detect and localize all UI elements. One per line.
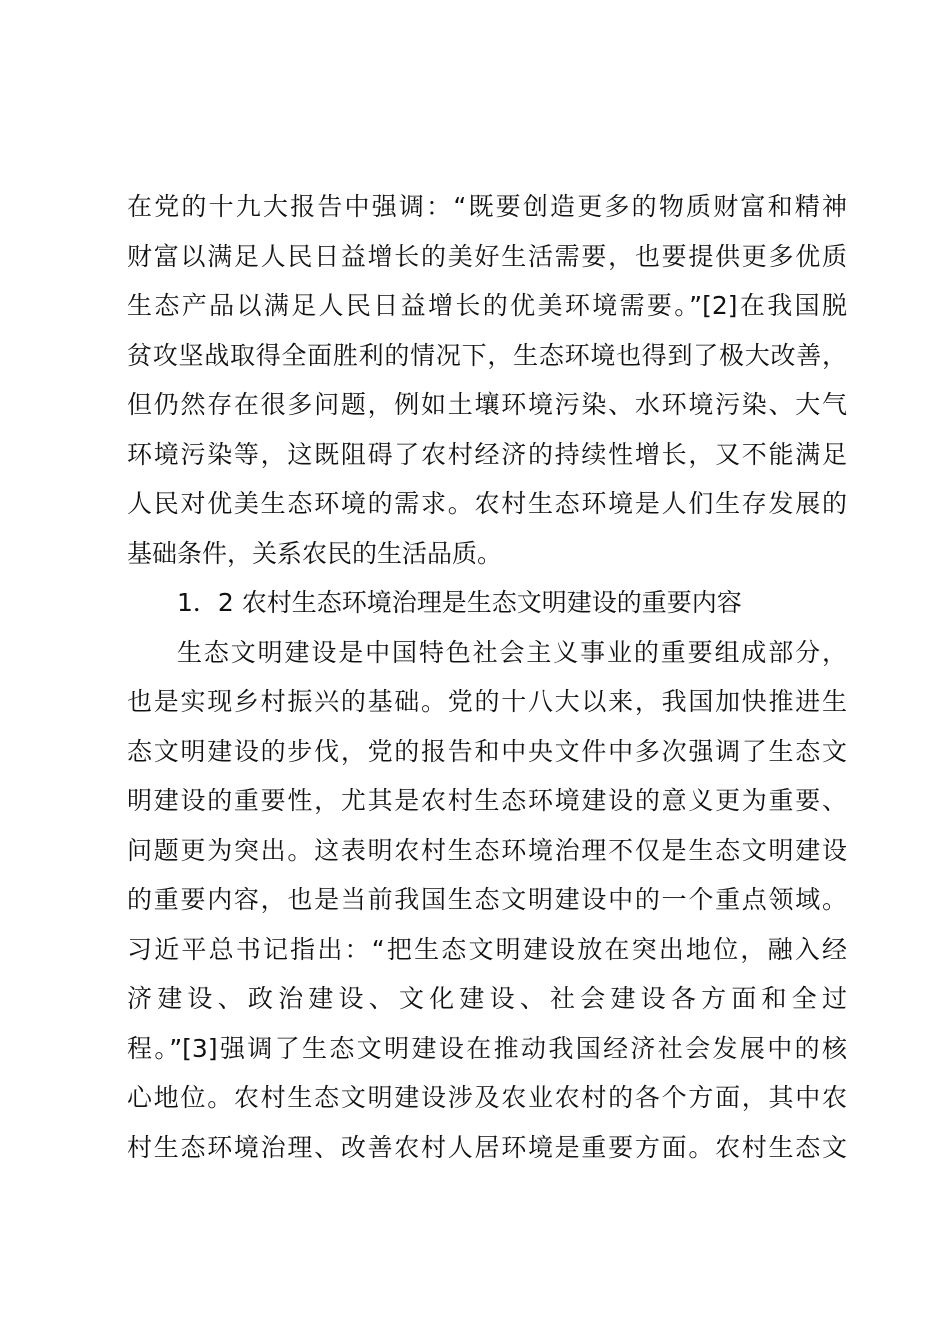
- text-line: 贫攻坚战取得全面胜利的情况下，生态环境也得到了极大改善，: [127, 340, 847, 370]
- text-line: 生态文明建设是中国特色社会主义事业的重要组成部分，: [177, 637, 847, 667]
- text-line: 生态产品以满足人民日益增长的优美环境需要。”[2]在我国脱: [127, 291, 847, 320]
- text-line: 财富以满足人民日益增长的美好生活需要，也要提供更多优质: [127, 241, 847, 271]
- text-line: 在党的十九大报告中强调：“既要创造更多的物质财富和精神: [127, 192, 847, 221]
- text-line: 程。”[3]强调了生态文明建设在推动我国经济社会发展中的核: [127, 1033, 847, 1063]
- text-line: 问题更为突出。这表明农村生态环境治理不仅是生态文明建设: [127, 835, 847, 865]
- text-line: 基础条件，关系农民的生活品质。: [127, 538, 503, 568]
- text-line: 的重要内容，也是当前我国生态文明建设中的一个重点领域。: [127, 885, 847, 914]
- text-line: 习近平总书记指出：“把生态文明建设放在突出地位，融入经: [127, 934, 847, 964]
- text-line: 环境污染等，这既阻碍了农村经济的持续性增长，又不能满足: [127, 439, 847, 469]
- text-line: 也是实现乡村振兴的基础。党的十八大以来，我国加快推进生: [127, 687, 847, 716]
- section-heading: 1．2 农村生态环境治理是生态文明建设的重要内容: [177, 588, 742, 617]
- text-line: 心地位。农村生态文明建设涉及农业农村的各个方面，其中农: [127, 1083, 847, 1112]
- body-text: [127, 182, 847, 1172]
- text-line: 村生态环境治理、改善农村人居环境是重要方面。农村生态文: [127, 1132, 847, 1162]
- text-line: 人民对优美生态环境的需求。农村生态环境是人们生存发展的: [127, 489, 847, 518]
- text-line: 济建设、政治建设、文化建设、社会建设各方面和全过: [127, 984, 847, 1013]
- text-line: 明建设的重要性，尤其是农村生态环境建设的意义更为重要、: [127, 786, 847, 815]
- text-line: 态文明建设的步伐，党的报告和中央文件中多次强调了生态文: [127, 736, 847, 766]
- text-line: 但仍然存在很多问题，例如土壤环境污染、水环境污染、大气: [127, 390, 847, 419]
